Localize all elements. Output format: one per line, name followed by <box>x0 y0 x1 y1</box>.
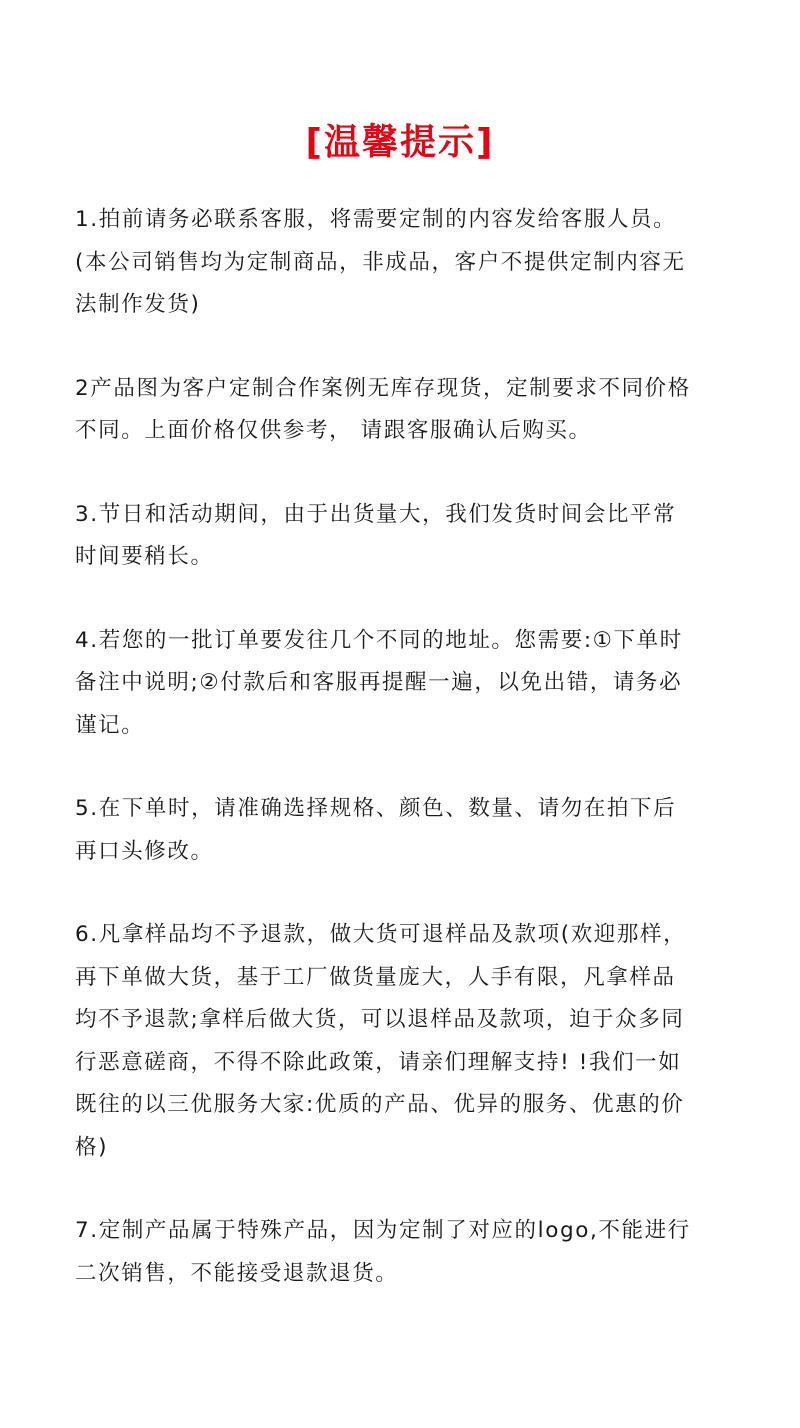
notice-line: 6.凡拿样品均不予退款，做大货可退样品及款项(欢迎那样， <box>75 922 687 947</box>
notice-line: 5.在下单时，请准确选择规格、颜色、数量、请勿在拍下后 <box>75 796 677 821</box>
notice-line: 4.若您的一批订单要发往几个不同的地址。您需要:①下单时 <box>75 627 683 653</box>
notice-line: 备注中说明;②付款后和客服再提醒一遍，以免出错，请务必 <box>75 670 683 695</box>
notice-line: 2产品图为客户定制合作案例无库存现货，定制要求不同价格 <box>75 375 691 401</box>
notice-item-1 <box>75 199 755 327</box>
notice-line: (本公司销售均为定制商品，非成品，客户不提供定制内容无 <box>75 249 686 275</box>
notice-line: 3.节日和活动期间，由于出货量大，我们发货时间会比平常 <box>75 501 677 527</box>
notice-line: 时间要稍长。 <box>75 544 214 569</box>
notice-line: 7.定制产品属于特殊产品，因为定制了对应的logo,不能进行 <box>75 1218 691 1243</box>
notice-item-5 <box>75 788 755 873</box>
notice-line: 再口头修改。 <box>75 838 214 864</box>
notice-line: 既往的以三优服务大家:优质的产品、优异的服务、优惠的价 <box>75 1092 685 1117</box>
notice-line: 再下单做大货，基于工厂做货量庞大，人手有限，凡拿样品 <box>75 964 676 990</box>
notice-line: 均不予退款;拿样后做大货，可以退样品及款项，迫于众多同 <box>75 1007 685 1032</box>
notice-line: 法制作发货) <box>75 292 201 317</box>
notice-line: 1.拍前请务必联系客服，将需要定制的内容发给客服人员。 <box>75 207 677 232</box>
notice-line: 行恶意磋商，不得不除此政策，请亲们理解支持! !我们一如 <box>75 1049 682 1075</box>
notice-item-6 <box>75 914 755 1169</box>
notice-item-3 <box>75 494 755 579</box>
notice-line: 不同。上面价格仅供参考， 请跟客服确认后购买。 <box>75 418 592 443</box>
notice-item-7 <box>75 1210 755 1295</box>
notice-line: 谨记。 <box>75 712 145 738</box>
notice-line: 格) <box>75 1134 109 1160</box>
notice-line: 二次销售，不能接受退款退货。 <box>75 1260 399 1286</box>
notice-item-4 <box>75 620 755 748</box>
notice-item-2 <box>75 368 755 453</box>
notice-list <box>75 199 755 1336</box>
page-title: [温馨提示] <box>305 122 495 163</box>
